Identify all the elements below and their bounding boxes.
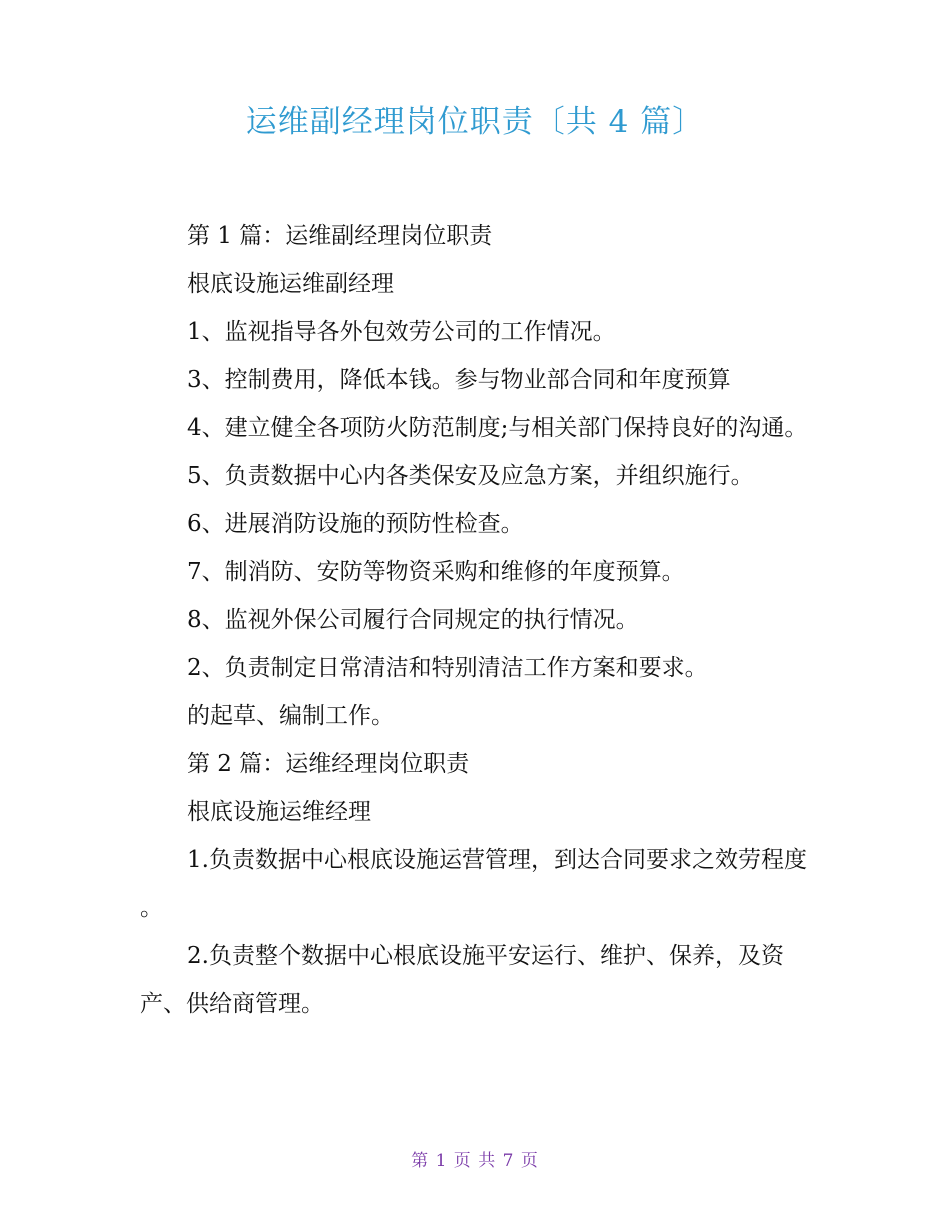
- paragraph: 4、建立健全各项防火防范制度;与相关部门保持良好的沟通。: [187, 415, 808, 441]
- paragraph: 的起草、编制工作。: [187, 703, 394, 729]
- page-number-footer: 第 1 页 共 7 页: [411, 1151, 539, 1171]
- paragraph: 根底设施运维经理: [187, 799, 371, 825]
- paragraph: 第 2 篇：运维经理岗位职责: [187, 751, 470, 777]
- paragraph: 5、负责数据中心内各类保安及应急方案，并组织施行。: [187, 463, 754, 489]
- paragraph: 2.负责整个数据中心根底设施平安运行、维护、保养，及资产、供给商管理。: [140, 943, 784, 1017]
- paragraph: 根底设施运维副经理: [187, 271, 394, 297]
- paragraph: 3、控制费用，降低本钱。参与物业部合同和年度预算: [187, 367, 731, 393]
- paragraph: 7、制消防、安防等物资采购和维修的年度预算。: [187, 559, 685, 585]
- paragraph: 2、负责制定日常清洁和特别清洁工作方案和要求。: [187, 655, 708, 681]
- paragraph: 8、监视外保公司履行合同规定的执行情况。: [187, 607, 639, 633]
- paragraph: 1.负责数据中心根底设施运营管理，到达合同要求之效劳程度 。: [140, 847, 807, 921]
- paragraph: 1、监视指导各外包效劳公司的工作情况。: [187, 319, 616, 345]
- document-title: 运维副经理岗位职责〔共 4 篇〕: [245, 104, 705, 140]
- paragraph: 第 1 篇：运维副经理岗位职责: [187, 223, 493, 249]
- document-body: [140, 212, 812, 1028]
- paragraph: 6、进展消防设施的预防性检查。: [187, 511, 524, 537]
